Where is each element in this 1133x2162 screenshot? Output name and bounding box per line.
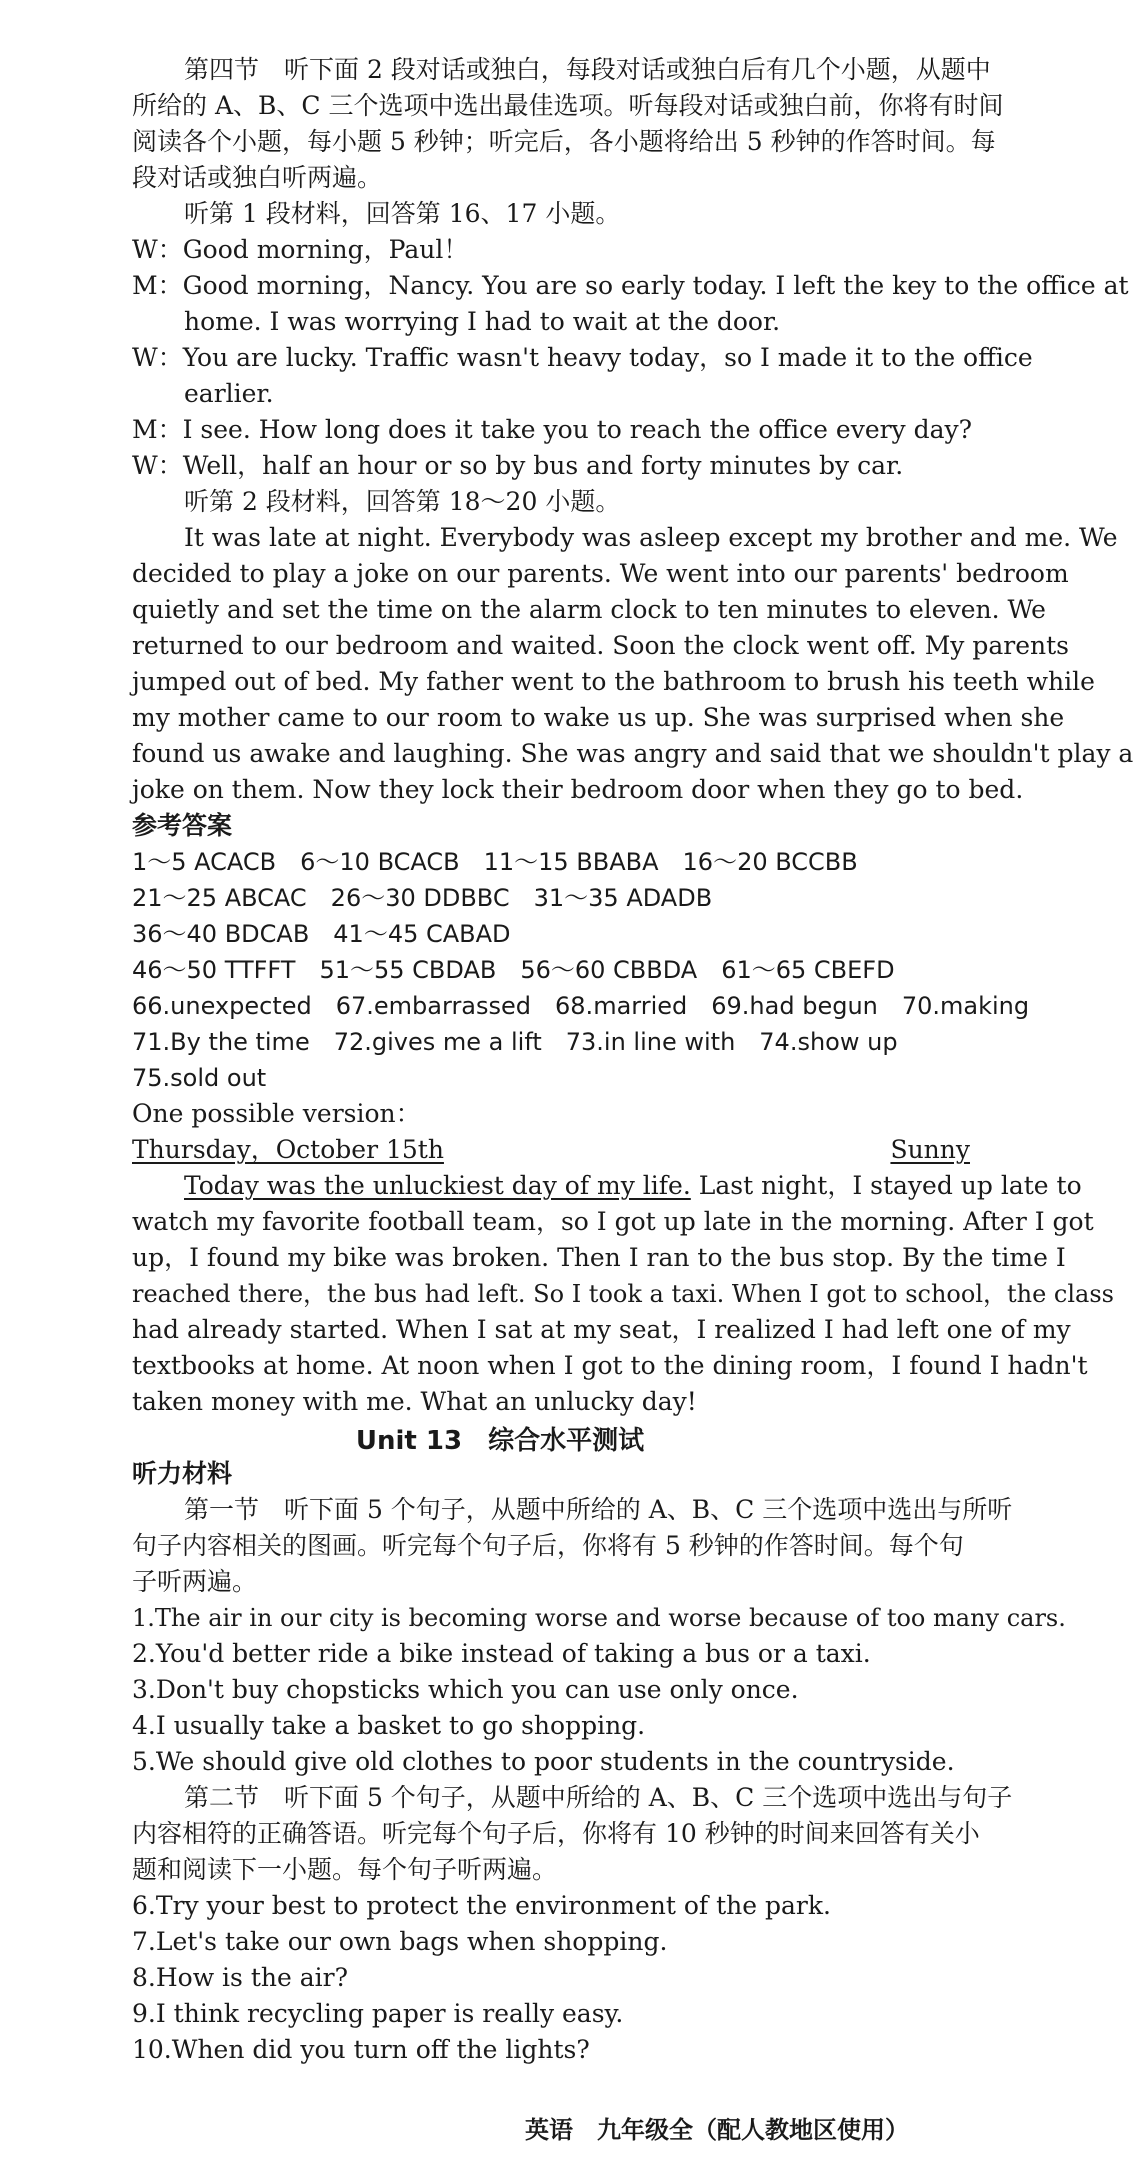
passage-line: found us awake and laughing. She was angry and said that we shouldn't play a [132,739,1133,768]
essay-date: Thursday，October 15th [132,1135,444,1164]
dialogue-line: W：You are lucky. Traffic wasn't heavy today，so I made it to the office [132,343,1033,372]
essay-weather: Sunny [890,1135,970,1164]
passage-line: quietly and set the time on the alarm clock to ten minutes to eleven. We [132,595,1046,624]
essay-line [184,1168,1082,1204]
section1-intro-line: 句子内容相关的图画。听完每个句子后，你将有 5 秒钟的作答时间。每个句 [132,1531,964,1560]
unit-title: Unit 13 综合水平测试 [355,1426,645,1456]
dialogue-line: W：Good morning，Paul！ [132,235,469,264]
section4-intro-line: 第四节 听下面 2 段对话或独白，每段对话或独白后有几个小题，从题中 [184,55,991,84]
passage-line: jumped out of bed. My father went to the bathroom to brush his teeth while [132,667,1095,696]
question-item: 6.Try your best to protect the environment of the park. [132,1891,831,1920]
answer-row: 71.By the time 72.gives me a lift 73.in line with 74.show up [132,1028,898,1056]
essay-line: textbooks at home. At noon when I got to the dining room，I found I hadn't [132,1351,1088,1380]
dialogue-line: earlier. [184,379,274,408]
essay-line: up，I found my bike was broken. Then I ran to the bus stop. By the time I [132,1243,1066,1272]
answer-row: 46～50 TTFFT 51～55 CBDAB 56～60 CBBDA 61～65 CBEFD [132,956,895,984]
section2-intro-line: 题和阅读下一小题。每个句子听两遍。 [132,1855,558,1884]
dialogue-line: M：I see. How long does it take you to reach the office every day? [132,415,973,444]
question-item: 8.How is the air? [132,1963,348,1992]
section1-intro-line: 子听两遍。 [132,1567,258,1596]
section4-intro-line: 所给的 A、B、C 三个选项中选出最佳选项。听每段对话或独白前，你将有时间 [132,91,1004,120]
essay-line: reached there，the bus had left. So I took a taxi. When I got to school，the class [132,1280,1114,1308]
passage-line: returned to our bedroom and waited. Soon the clock went off. My parents [132,631,1069,660]
page-footer: 英语 九年级全（配人教地区使用） [525,2116,909,2144]
answer-row: 66.unexpected 67.embarrassed 68.married 69.had begun 70.making [132,992,1030,1020]
answer-row: 75.sold out [132,1064,267,1092]
answer-row: 21～25 ABCAC 26～30 DDBBC 31～35 ADADB [132,884,713,912]
dialogue-line: W：Well，half an hour or so by bus and forty minutes by car. [132,451,904,480]
section2-intro-line: 第二节 听下面 5 个句子，从题中所给的 A、B、C 三个选项中选出与句子 [184,1783,1013,1812]
section1-intro-line: 第一节 听下面 5 个句子，从题中所给的 A、B、C 三个选项中选出与所听 [184,1495,1013,1524]
answers-heading: 参考答案 [132,811,233,840]
listening-heading: 听力材料 [132,1459,233,1488]
dialogue-line: M：Good morning，Nancy. You are so early today. I left the key to the office at [132,271,1129,300]
material1-instruction: 听第 1 段材料，回答第 16、17 小题。 [184,199,621,228]
essay-line-rest: Last night，I stayed up late to [690,1171,1082,1200]
dialogue-line: home. I was worrying I had to wait at the door. [184,307,781,336]
essay-intro: One possible version： [132,1099,421,1128]
section4-intro-line: 阅读各个小题，每小题 5 秒钟；听完后，各小题将给出 5 秒钟的作答时间。每 [132,127,996,156]
section4-intro-line: 段对话或独白听两遍。 [132,163,383,192]
passage-line: decided to play a joke on our parents. We went into our parents' bedroom [132,559,1069,588]
question-item: 3.Don't buy chopsticks which you can use only once. [132,1675,799,1704]
material2-instruction: 听第 2 段材料，回答第 18～20 小题。 [184,487,621,516]
essay-line: watch my favorite football team，so I got up late in the morning. After I got [132,1207,1094,1236]
essay-topic-sentence: Today was the unluckiest day of my life. [184,1171,691,1200]
question-item: 9.I think recycling paper is really easy. [132,1999,624,2028]
question-item: 4.I usually take a basket to go shopping. [132,1711,646,1740]
answer-row: 1～5 ACACB 6～10 BCACB 11～15 BBABA 16～20 BCCBB [132,848,858,876]
passage-line: joke on them. Now they lock their bedroom door when they go to bed. [132,775,1024,804]
question-item: 7.Let's take our own bags when shopping. [132,1927,668,1956]
passage-line: my mother came to our room to wake us up. She was surprised when she [132,703,1065,732]
answer-row: 36～40 BDCAB 41～45 CABAD [132,920,511,948]
essay-line: taken money with me. What an unlucky day! [132,1387,697,1416]
question-item: 1.The air in our city is becoming worse and worse because of too many cars. [132,1604,1066,1632]
question-item: 2.You'd better ride a bike instead of taking a bus or a taxi. [132,1639,871,1668]
question-item: 10.When did you turn off the lights? [132,2035,590,2064]
question-item: 5.We should give old clothes to poor students in the countryside. [132,1747,955,1776]
section2-intro-line: 内容相符的正确答语。听完每个句子后，你将有 10 秒钟的时间来回答有关小 [132,1819,980,1848]
essay-line: had already started. When I sat at my seat，I realized I had left one of my [132,1315,1071,1344]
passage-line: It was late at night. Everybody was asleep except my brother and me. We [184,523,1118,552]
